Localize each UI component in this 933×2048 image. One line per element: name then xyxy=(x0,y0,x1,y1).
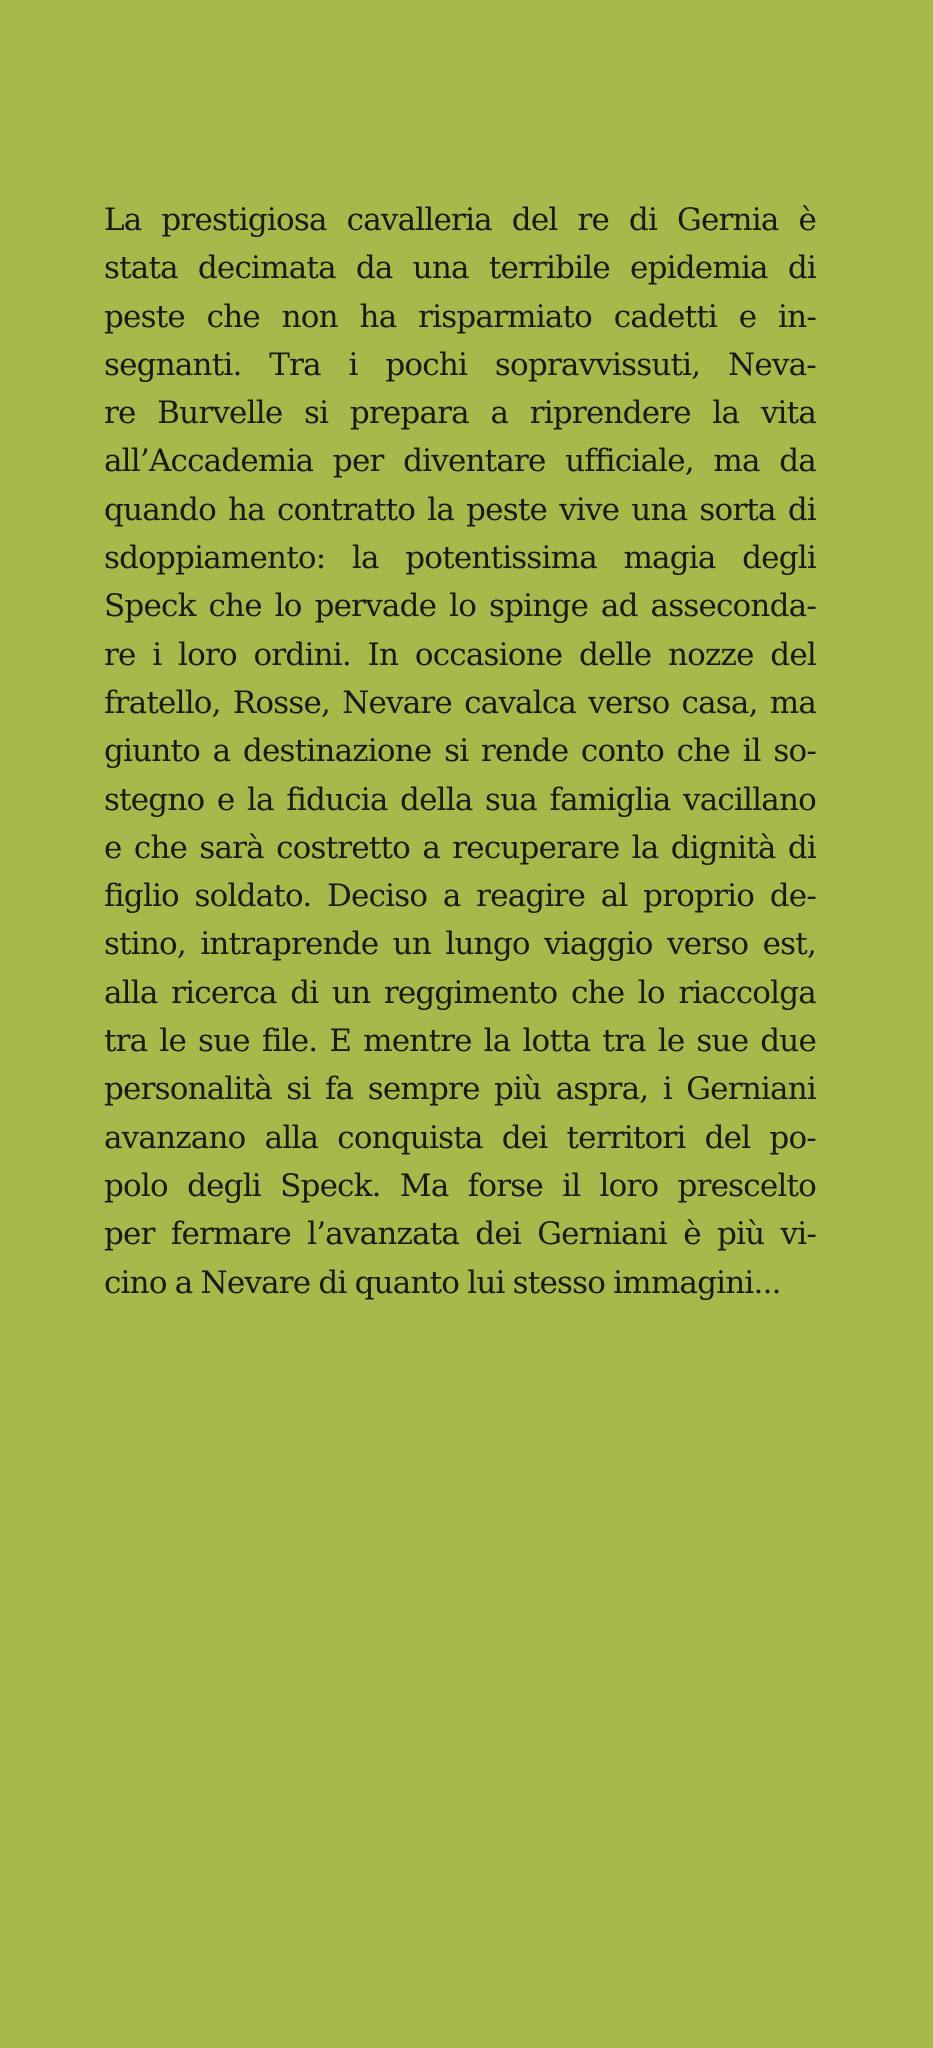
blurb-line: fratello, Rosse, Nevare cavalca verso casa, ma xyxy=(104,684,816,721)
blurb-line: giunto a destinazione si rende conto che il so- xyxy=(104,733,816,770)
blurb-line: polo degli Speck. Ma forse il loro prescelto xyxy=(104,1167,816,1204)
blurb-line: stegno e la fiducia della sua famiglia vacillano xyxy=(104,781,816,818)
blurb-line: stino, intraprende un lungo viaggio verso est, xyxy=(104,926,816,963)
blurb-line: avanzano alla conquista dei territori del po- xyxy=(104,1119,816,1156)
blurb-line: sdoppiamento: la potentissima magia degli xyxy=(104,540,816,577)
blurb-line: alla ricerca di un reggimento che lo riaccolga xyxy=(104,974,816,1011)
blurb-line: re Burvelle si prepara a riprendere la vita xyxy=(104,395,816,432)
blurb-line: e che sarà costretto a recuperare la dignità di xyxy=(104,829,816,866)
blurb-line: tra le sue file. E mentre la lotta tra le sue due xyxy=(104,1023,816,1060)
blurb-line: figlio soldato. Deciso a reagire al proprio de- xyxy=(104,878,816,915)
blurb-line: all’Accademia per diventare ufficiale, ma da xyxy=(104,443,816,480)
blurb-line: re i loro ordini. In occasione delle nozze del xyxy=(104,636,816,673)
blurb-line: segnanti. Tra i pochi sopravvissuti, Neva- xyxy=(104,346,816,383)
blurb-line: Speck che lo pervade lo spinge ad asseconda- xyxy=(104,588,816,625)
blurb-line: stata decimata da una terribile epidemia di xyxy=(104,250,816,287)
blurb-line: per fermare l’avanzata dei Gerniani è più vi- xyxy=(104,1216,816,1253)
blurb-line: quando ha contratto la peste vive una sorta di xyxy=(104,491,816,528)
blurb-line: La prestigiosa cavalleria del re di Gernia è xyxy=(104,202,816,238)
book-blurb xyxy=(104,196,816,1307)
blurb-line: personalità si fa sempre più aspra, i Gerniani xyxy=(104,1071,816,1108)
blurb-line: cino a Nevare di quanto lui stesso immagini... xyxy=(104,1264,781,1301)
blurb-line: peste che non ha risparmiato cadetti e in- xyxy=(104,298,816,335)
